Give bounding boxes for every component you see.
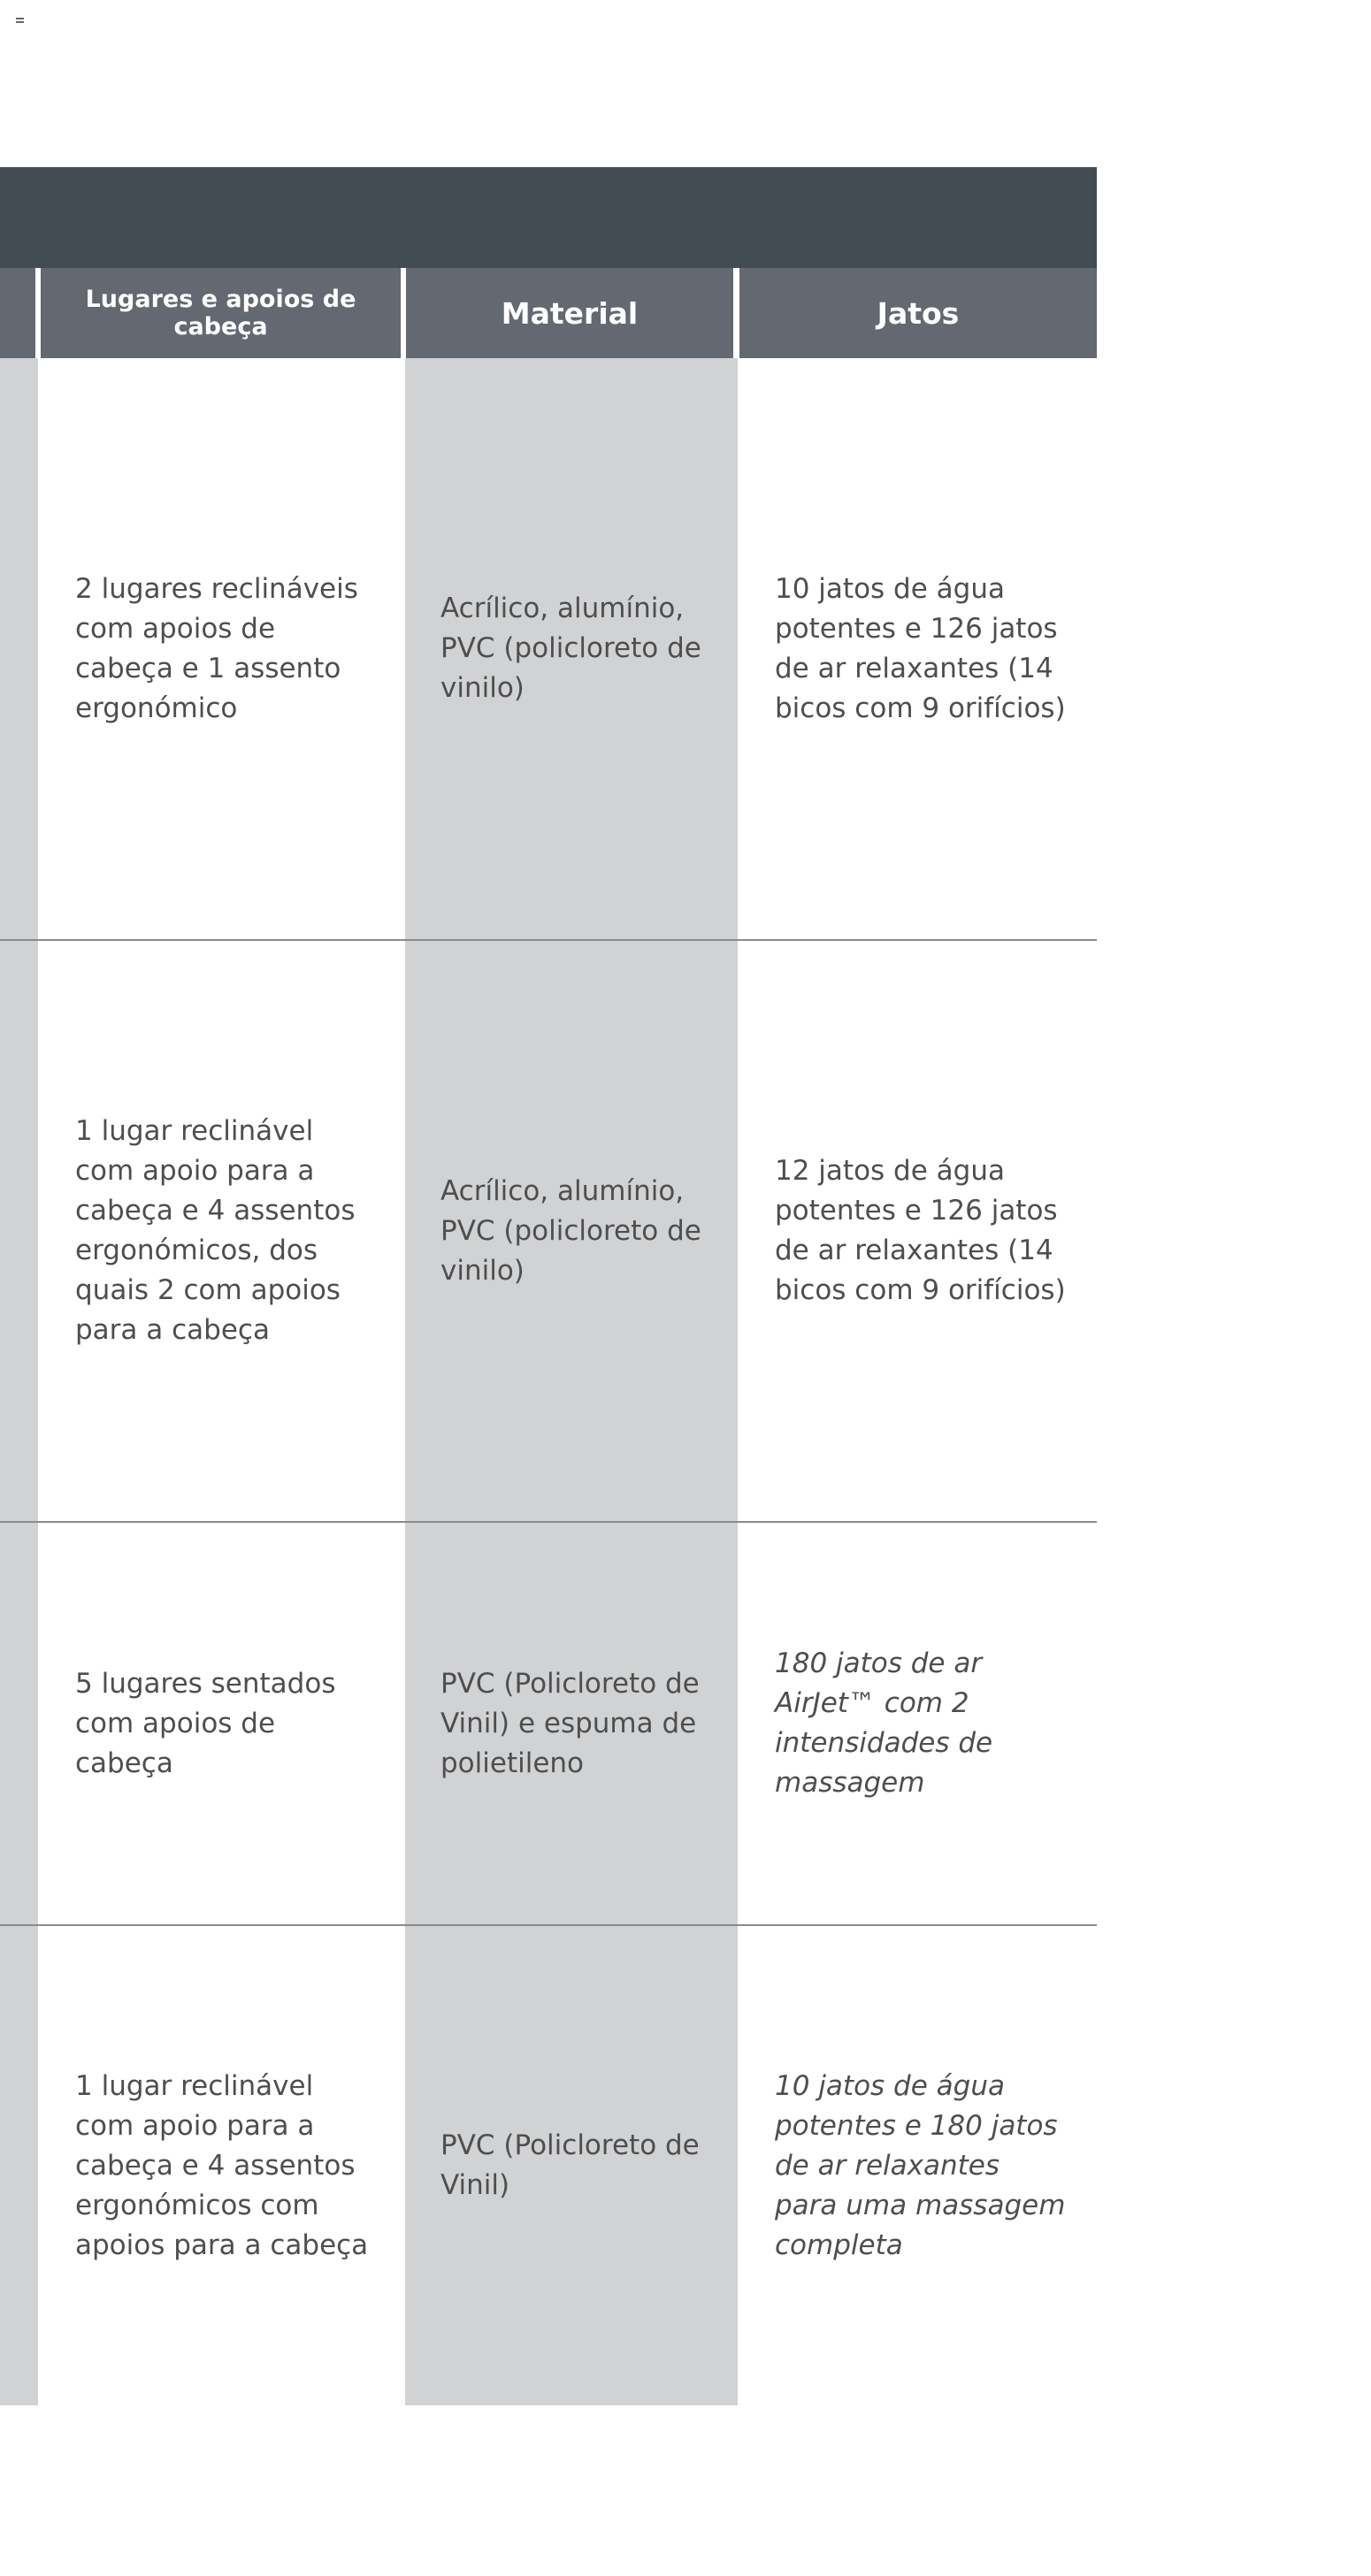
header-cell-left-edge: [0, 268, 35, 358]
row-2-jets: 12 jatos de água potentes e 126 jatos de ar relaxantes (14 bicos com 9 orifícios): [775, 1155, 1066, 1306]
row-1-seats: 2 lugares reclináveis com apoios de cabeça e 1 assento ergonómico: [75, 572, 358, 724]
column-strip-left-edge: [0, 358, 38, 2405]
header-material: Material: [406, 268, 733, 358]
row-3-material: PVC (Policloreto de Vinil) e espuma de polietileno: [440, 1667, 700, 1779]
row-1-jets: 10 jatos de água potentes e 126 jatos de ar relaxantes (14 bicos com 9 orifícios): [775, 572, 1066, 724]
row-2-material: Acrílico, alumínio, PVC (policloreto de vinilo): [440, 1174, 701, 1287]
corner-mark: [16, 18, 24, 23]
row-3-jets: 180 jatos de ar AirJet™ com 2 intensidades de massagem: [775, 1647, 993, 1799]
row-4-jets: 10 jatos de água potentes e 180 jatos de ar relaxantes para uma massagem completa: [775, 2069, 1066, 2261]
row-4-seats: 1 lugar reclinável com apoio para a cabeça e 4 assentos ergonómicos com apoios para a cabeça: [75, 2069, 369, 2261]
row-4-material: PVC (Policloreto de Vinil): [440, 2129, 700, 2201]
header-seats: Lugares e apoios de cabeça: [41, 268, 401, 358]
header-jets: Jatos: [739, 268, 1097, 358]
row-2-seats: 1 lugar reclinável com apoio para a cabeça e 4 assentos ergonómicos, dos quais 2 com apoios para a cabeça: [75, 1115, 356, 1346]
row-1-material: Acrílico, alumínio, PVC (policloreto de vinilo): [440, 592, 701, 704]
table-title-band: [0, 167, 1097, 268]
row-3-seats: 5 lugares sentados com apoios de cabeça: [75, 1667, 336, 1779]
